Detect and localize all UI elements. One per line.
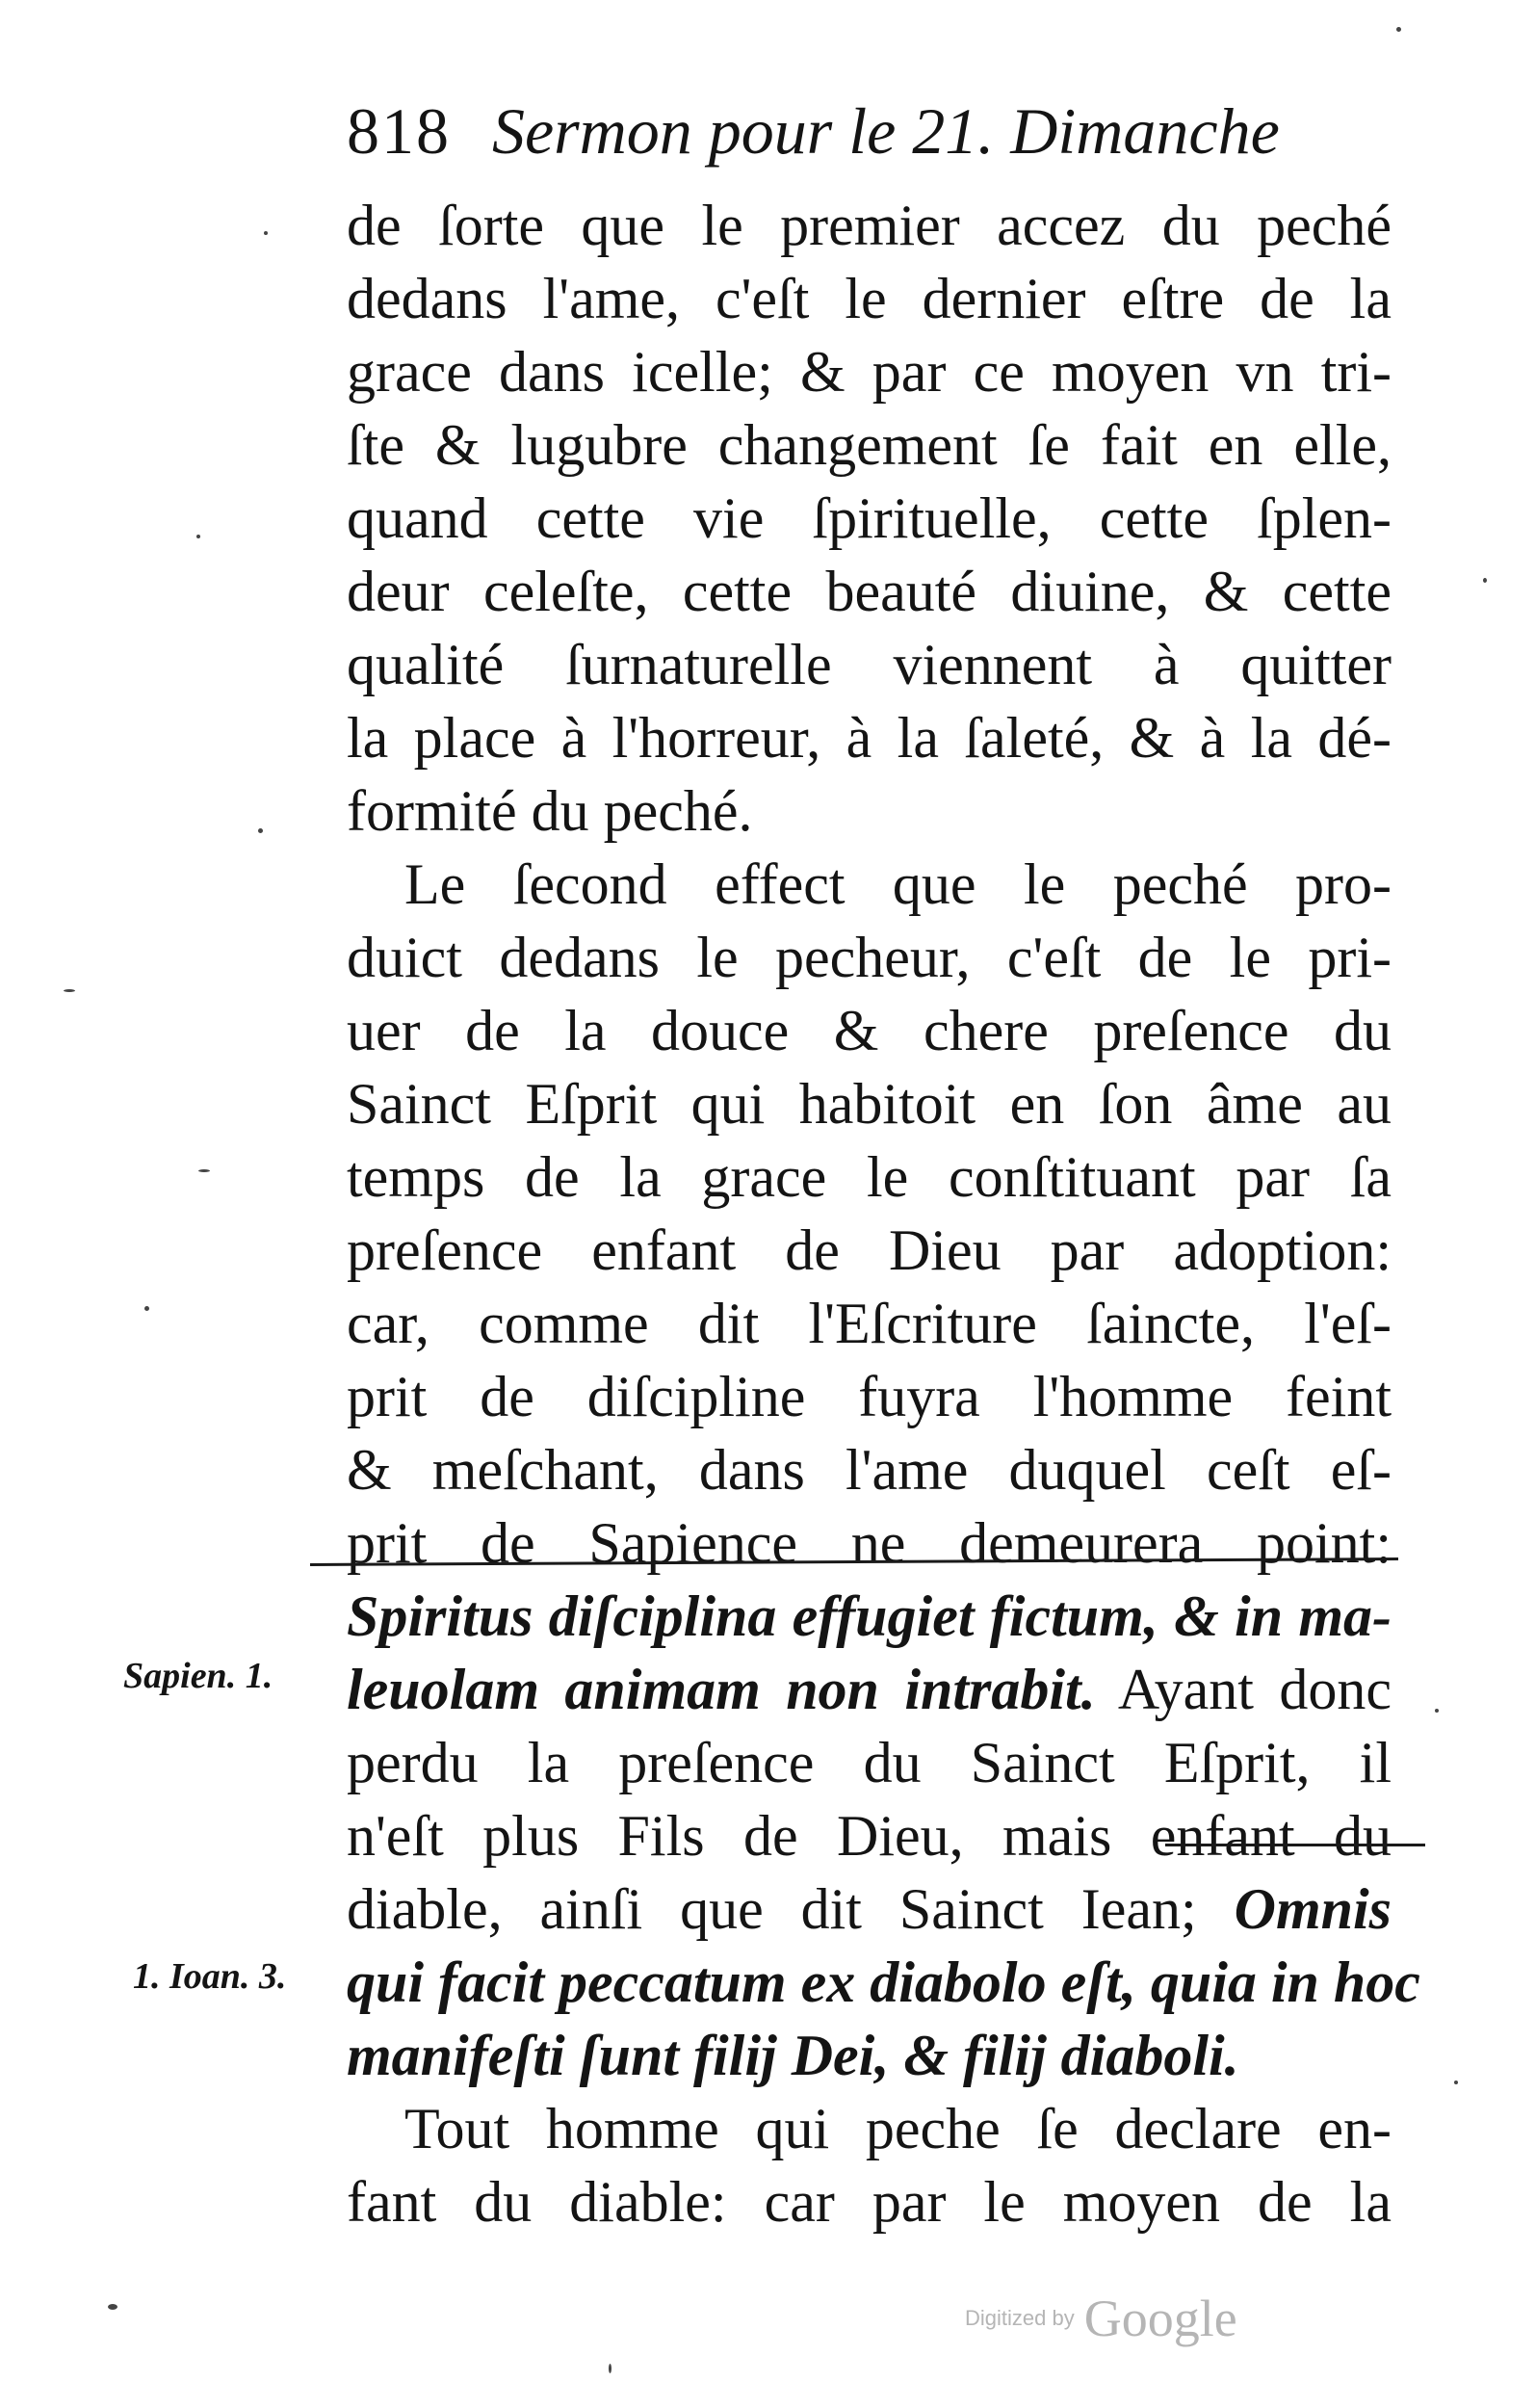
text-line: car, comme dit l'Eſcriture ſaincte, l'eſ- [347,1292,1392,1355]
margin-note-reference: Sapien. 1. [123,1656,273,1696]
text-line: preſence enfant de Dieu par adoption: [347,1218,1392,1282]
text-line: duict dedans le pecheur, c'eſt de le pri- [347,926,1392,989]
latin-quote-fragment: Omnis [1234,1877,1392,1941]
running-head-title: Sermon pour le 21. Dimanche [492,94,1280,168]
text-line: grace dans icelle; & par ce moyen vn tri- [347,340,1392,404]
margin-note-reference: 1. Ioan. 3. [133,1956,287,1997]
latin-quote-line: manifeſti ſunt filij Dei, & filij diaboli. [347,2024,1239,2087]
text-block [347,189,1420,2238]
digitization-watermark [965,2289,1237,2348]
text-fragment: diable, ainſi que dit Sainct Iean; [347,1877,1197,1941]
latin-quote-line: qui facit peccatum ex diabolo eſt, quia in hoc [347,1950,1420,2014]
paragraph-start-line: Le ſecond effect que le peché pro- [404,852,1392,916]
text-line: de ſorte que le premier accez du peché [347,194,1392,257]
handwritten-underline [1165,1844,1425,1846]
text-line-mixed [347,1872,1392,1946]
text-line: uer de la douce & chere preſence du [347,999,1392,1062]
page-number: 818 [347,94,451,168]
text-line: fant du diable: car par le moyen de la [347,2170,1392,2234]
running-header [347,92,1310,170]
text-line: perdu la preſence du Sainct Eſprit, il [347,1731,1392,1794]
text-line: n'eſt plus Fils de Dieu, mais enfant du [347,1804,1392,1868]
text-line-mixed [347,1653,1392,1726]
text-line: prit de Sapience ne demeurera point: [347,1511,1392,1575]
text-fragment: Ayant donc [1117,1658,1392,1721]
latin-quote-line: Spiritus diſciplina effugiet fictum, & in ma- [347,1584,1392,1648]
text-line: quand cette vie ſpirituelle, cette ſplen- [347,486,1392,550]
text-line: deur celeſte, cette beauté diuine, & cette [347,560,1392,623]
watermark-prefix: Digitized by [965,2306,1075,2330]
google-logo: Google [1083,2290,1237,2347]
text-line: formité du peché. [347,779,753,843]
text-line: prit de diſcipline fuyra l'homme feint [347,1365,1392,1428]
text-line: la place à l'horreur, à la ſaleté, & à la dé- [347,706,1392,770]
latin-quote-fragment: leuolam animam non intrabit. [347,1658,1096,1721]
paragraph-start-line: Tout homme qui peche ſe declare en- [404,2097,1392,2160]
text-line: qualité ſurnaturelle viennent à quitter [347,633,1392,696]
text-line: Sainct Eſprit qui habitoit en ſon âme au [347,1072,1392,1136]
text-line: dedans l'ame, c'eſt le dernier eſtre de la [347,267,1392,330]
text-line: temps de la grace le conſtituant par ſa [347,1145,1392,1209]
text-line: ſte & lugubre changement ſe fait en elle, [347,413,1392,477]
text-line: & meſchant, dans l'ame duquel ceſt eſ- [347,1438,1392,1502]
